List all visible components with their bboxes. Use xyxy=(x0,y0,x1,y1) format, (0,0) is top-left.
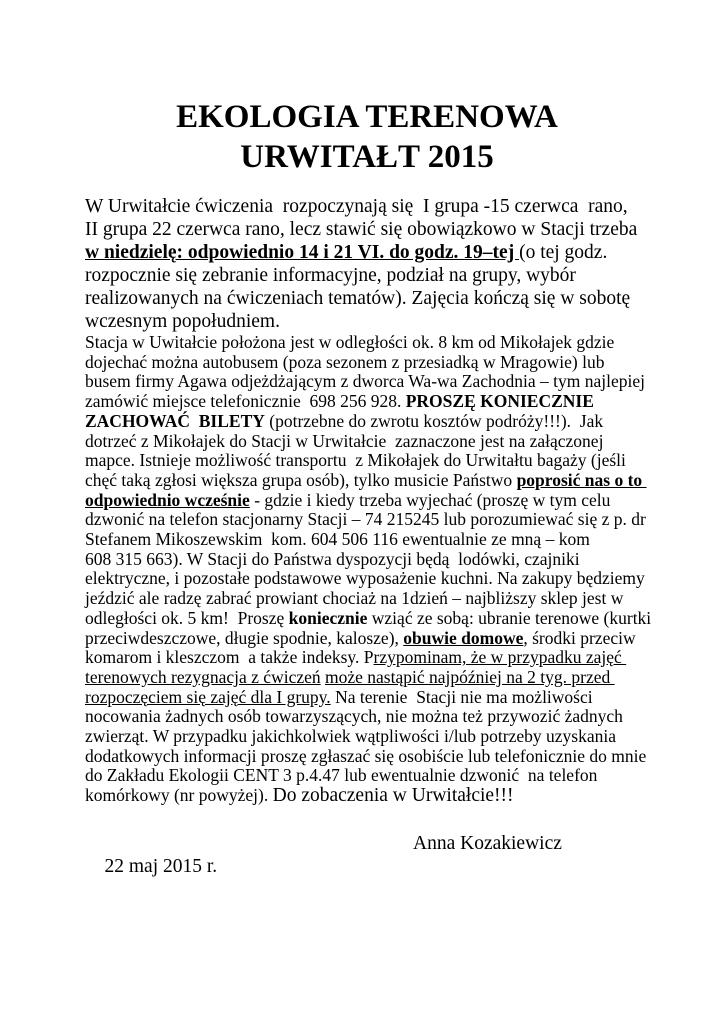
text-line xyxy=(85,333,649,353)
signature-text: Anna Kozakiewicz xyxy=(413,832,562,854)
text-run: dzwonić na telefon stacjonarny Stacji – 74 215245 lub porozumiewać się z p. dr xyxy=(85,509,646,530)
text-line xyxy=(85,218,649,241)
text-run: busem firmy Agawa odjeżdżającym z dworca Wa-wa Zachodnia – tym najlepiej xyxy=(85,371,645,392)
text-line xyxy=(85,510,649,530)
text-line xyxy=(85,648,649,668)
date-text: 22 maj 2015 r. xyxy=(104,855,218,877)
text-run: przeciwdeszczowe, długie spodnie, kalosze), xyxy=(85,627,404,648)
text-run: zamówić miejsce telefonicznie 698 256 928. xyxy=(85,391,406,412)
text-line xyxy=(85,550,649,570)
text-line xyxy=(85,195,649,218)
text-run: do Zakładu Ekologii CENT 3 p.4.47 lub ewentualnie dzwonić na telefon xyxy=(85,765,598,786)
text-line xyxy=(85,287,649,310)
emphasized-text: terenowych rezygnacja z ćwiczeń xyxy=(85,666,321,687)
text-run: elektryczne, i pozostałe podstawowe wyposażenie kuchni. Na zakupy będziemy xyxy=(85,568,645,589)
text-run: jeździć ale radzę zabrać prowiant chociaż na 1dzień – najbliższy sklep jest w xyxy=(85,588,624,609)
emphasized-text: obuwie domowe xyxy=(403,627,524,648)
document-body xyxy=(85,195,652,807)
intro-paragraph xyxy=(85,195,649,333)
emphasized-text: poprosić nas o to xyxy=(516,469,647,490)
text-run: dodatkowych informacji proszę zgłaszać się osobiście lub telefonicznie do mnie xyxy=(85,745,647,766)
text-run: (potrzebne do zwrotu kosztów podróży!!!). Jak xyxy=(264,410,604,431)
text-run: dotrzeć z Mikołajek do Stacji w Urwitałcie zaznaczone jest na załączonej xyxy=(85,430,604,451)
text-run: Stefanem Mikoszewskim kom. 604 506 116 ewentualnie ze mną – kom xyxy=(85,529,590,550)
text-run: W Urwitałcie ćwiczenia rozpoczynają się I grupa -15 czerwca rano, xyxy=(85,196,628,217)
text-run: odległości ok. 5 km! Proszę xyxy=(85,607,289,628)
text-line xyxy=(85,707,649,727)
document-title xyxy=(85,97,649,177)
details-paragraph xyxy=(85,332,652,807)
text-line xyxy=(85,353,649,373)
text-line xyxy=(85,668,649,688)
text-line xyxy=(85,747,649,767)
text-run: dojechać można autobusem (poza sezonem z przesiadką w Mragowie) lub xyxy=(85,351,605,372)
text-run: chęć taką zgłosi większa grupa osób), tylko musicie Państwo xyxy=(85,469,517,490)
text-line xyxy=(85,310,649,333)
emphasized-text: odpowiednio wcześnie xyxy=(85,489,250,510)
document-footer xyxy=(85,832,649,924)
text-run: Stacja w Uwitałcie położona jest w odległości ok. 8 km od Mikołajek gdzie xyxy=(85,332,615,352)
text-line xyxy=(85,530,649,550)
text-line xyxy=(85,432,649,452)
text-run: , środki przeciw xyxy=(523,627,636,648)
emphasized-text: może nastąpić najpóźniej na 2 tyg. przed xyxy=(325,666,615,687)
title-line-2: URWITAŁT 2015 xyxy=(240,139,494,175)
text-line xyxy=(85,241,649,264)
text-run: wczesnym popołudniem. xyxy=(85,311,280,332)
text-run: komórkowy (nr powyżej). xyxy=(85,785,273,806)
emphasized-text: rozpoczęciem się zajęć dla I grupy. xyxy=(85,686,331,707)
text-line xyxy=(85,786,649,806)
text-run: realizowanych na ćwiczeniach tematów). Zajęcia kończą się w sobotę xyxy=(85,288,631,309)
text-line xyxy=(85,727,649,747)
text-line xyxy=(85,766,649,786)
text-run: wziąć ze sobą: ubranie terenowe (kurtki xyxy=(367,607,652,628)
text-line xyxy=(85,569,649,589)
text-run: (o tej godz. xyxy=(519,242,608,263)
text-line xyxy=(85,451,649,471)
emphasized-text: rzypominam, że w przypadku zajęć xyxy=(373,647,627,668)
text-line xyxy=(85,264,649,287)
text-line xyxy=(85,589,649,609)
text-line xyxy=(85,392,649,412)
text-run: rozpocznie się zebranie informacyjne, podział na grupy, wybór xyxy=(85,265,576,286)
emphasized-text: koniecznie xyxy=(288,607,368,628)
emphasized-text: ZACHOWAĆ BILETY xyxy=(85,410,265,431)
text-line xyxy=(85,412,649,432)
text-run: II grupa 22 czerwca rano, lecz stawić się obowiązkowo w Stacji trzeba xyxy=(85,219,638,240)
emphasized-text: Do zobaczenia w Urwitałcie!!! xyxy=(272,785,514,807)
text-line xyxy=(85,629,649,649)
title-line-1: EKOLOGIA TERENOWA xyxy=(176,99,558,135)
text-run: - gdzie i kiedy trzeba wyjechać (proszę w tym celu xyxy=(249,489,611,510)
text-line xyxy=(85,607,652,629)
text-run: zwierząt. W przypadku jakichkolwiek wątpliwości i/lub potrzeby uzyskania xyxy=(85,726,616,747)
text-run: nocowania żadnych osób towarzyszących, nie można też przywozić żadnych xyxy=(85,706,623,727)
emphasized-text: w niedzielę: odpowiednio 14 i 21 VI. do godz. 19–tej xyxy=(85,242,520,263)
text-line xyxy=(85,491,649,511)
text-line xyxy=(85,688,649,708)
text-line xyxy=(85,471,649,491)
text-run: komarom i kleszczom a także indeksy. P xyxy=(85,647,374,668)
emphasized-text: PROSZĘ KONIECZNIE xyxy=(405,391,594,412)
text-run: Na terenie Stacji nie ma możliwości xyxy=(330,686,593,707)
text-run: 608 315 663). W Stacji do Państwa dyspozycji będą lodówki, czajniki xyxy=(85,548,580,569)
text-line xyxy=(85,372,649,392)
text-run: mapce. Istnieje możliwość transportu z Mikołajek do Urwitałtu bagaży (jeśli xyxy=(85,450,626,471)
